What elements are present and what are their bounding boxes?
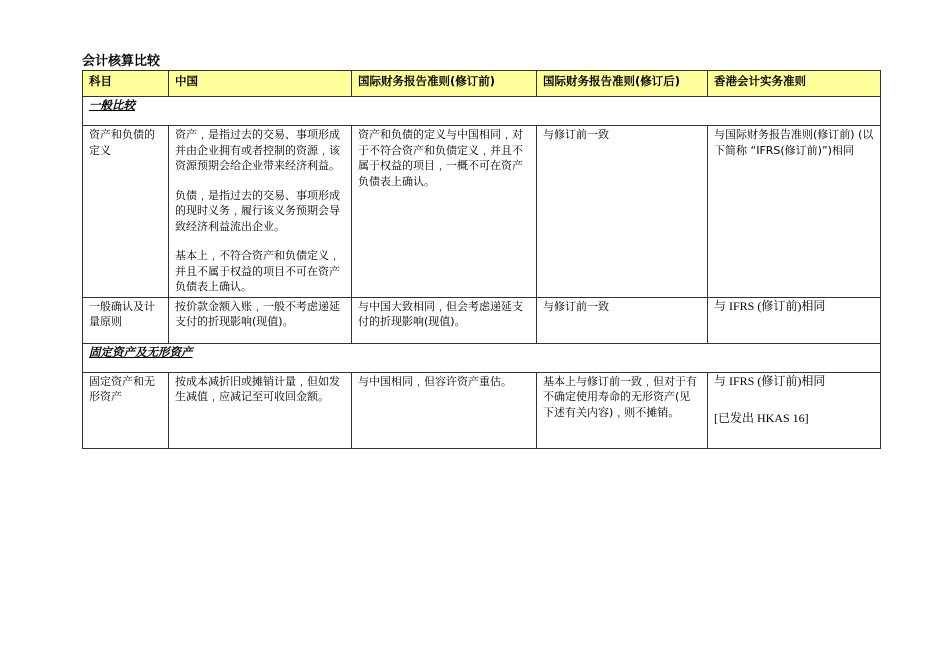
subject-cell: 资产和负债的定义 (83, 126, 169, 298)
table-row (83, 372, 881, 448)
hkas-cell: 与 IFRS (修订前)相同 (708, 297, 881, 343)
section-label: 一般比较 (89, 98, 135, 112)
ifrs-before-cell: 与中国大致相同﹐但会考虑递延支付的折现影响(现值)。 (352, 297, 537, 343)
ifrs-before-cell: 与中国相同﹐但容许资产重估。 (352, 372, 537, 448)
china-paragraph: 负债﹐是指过去的交易、事项形成的现时义务﹐履行该义务预期会导致经济利益流出企业。 (175, 188, 340, 233)
page-title: 会计核算比较 (82, 54, 161, 69)
hkas-cell (708, 372, 881, 448)
comparison-table (82, 70, 881, 449)
china-paragraph: 基本上﹐不符合资产和负债定义﹐并且不属于权益的项目不可在资产负债表上确认。 (175, 249, 340, 293)
china-cell (169, 372, 352, 448)
hkas-reference: [已发出 HKAS 16] (714, 411, 809, 425)
header-row (83, 71, 881, 97)
china-cell (169, 126, 352, 298)
ifrs-after-cell: 与修订前一致 (537, 297, 708, 343)
subject-cell: 一般确认及计量原则 (83, 297, 169, 343)
ifrs-after-cell: 基本上与修订前一致﹐但对于有不确定使用寿命的无形资产(见下述有关内容)﹐则不摊销。 (537, 372, 708, 448)
section-label: 固定资产及无形资产 (89, 344, 193, 359)
subject-cell: 固定资产和无形资产 (83, 372, 169, 448)
section-cell (83, 97, 881, 126)
hkas-cell: 与国际财务报告准则(修订前) (以下简称 “IFRS(修订前)”)相同 (708, 126, 881, 298)
section-row (83, 343, 881, 372)
table-row (83, 297, 881, 343)
header-ifrs-before: 国际财务报告准则(修订前) (352, 71, 537, 97)
header-subject: 科目 (83, 71, 169, 97)
ifrs-after-cell: 与修订前一致 (537, 126, 708, 298)
china-paragraph: 按成本减折旧或摊销计量﹐但如发生减值﹐应减记至可收回金额。 (175, 374, 340, 403)
header-china: 中国 (169, 71, 352, 97)
china-paragraph: 资产﹐是指过去的交易、事项形成并由企业拥有或者控制的资源﹐该资源预期会给企业带来经济利益。 (175, 128, 340, 172)
header-hkas: 香港会计实务准则 (708, 71, 881, 97)
table-row (83, 126, 881, 298)
section-cell (83, 343, 881, 372)
china-cell (169, 297, 352, 343)
hkas-text: 与 IFRS (修订前)相同 (714, 373, 826, 388)
header-ifrs-after: 国际财务报告准则(修订后) (537, 71, 708, 97)
ifrs-before-cell: 资产和负债的定义与中国相同﹐对于不符合资产和负债定义﹐并且不属于权益的项目﹐一概不可在资产负债表上确认。 (352, 126, 537, 298)
china-paragraph: 按价款金额入账﹐一般不考虑递延支付的折现影响(现值)。 (175, 299, 340, 328)
section-row (83, 97, 881, 126)
